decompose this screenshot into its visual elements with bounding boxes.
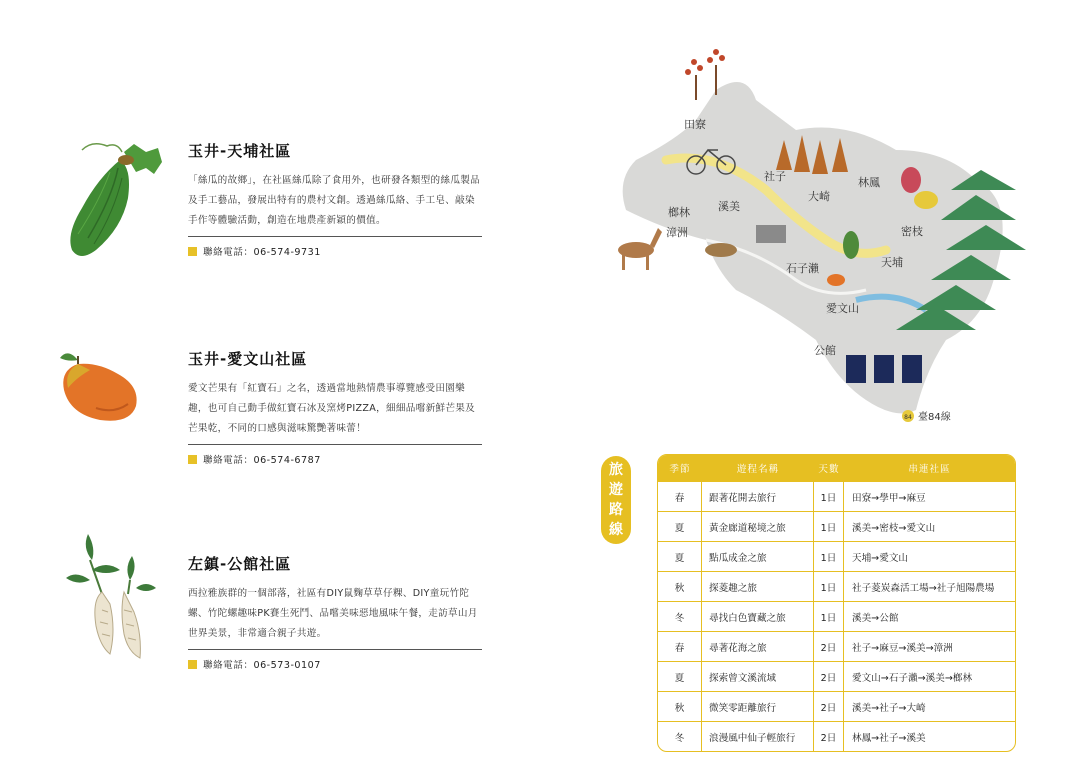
mango-icon (827, 274, 845, 286)
cell-communities: 溪美→公館 (852, 612, 899, 624)
map-label-ximei: 溪美 (718, 200, 740, 213)
cell-itinerary: 探索曾文溪流域 (702, 662, 814, 691)
map-label-gongguan: 公館 (814, 344, 836, 357)
route-badge (601, 456, 631, 544)
divider (188, 444, 482, 445)
loofah-icon (843, 231, 859, 259)
cell-season: 秋 (658, 572, 702, 601)
community-description: 愛文芒果有「紅寶石」之名，透過當地熱情農事導覽感受田園樂趣，也可自己動手做紅寶石冰及窯烤PIZZA，細細品嚐新鮮芒果及芒果乾，不同的口感與滋味驚艷著味蕾！ (188, 383, 476, 434)
map-label-tianliao: 田寮 (684, 118, 706, 131)
cell-communities: 溪美→密枝→愛文山 (852, 522, 936, 534)
community-aiwenshan (188, 348, 482, 466)
cell-days: 2日 (814, 632, 844, 661)
phone-line (188, 244, 482, 258)
divider (188, 649, 482, 650)
cell-communities: 天埔→愛文山 (852, 552, 909, 564)
phone-line (188, 657, 482, 671)
header-days: 天數 (818, 464, 840, 475)
community-tianbu (188, 140, 482, 258)
badge-char: 線 (609, 522, 623, 538)
community-title: 左鎮-公館社區 (188, 555, 292, 573)
badge-char: 遊 (609, 482, 623, 498)
phone-line (188, 452, 482, 466)
cell-itinerary: 探菱趣之旅 (702, 572, 814, 601)
cell-itinerary: 跟著花開去旅行 (702, 482, 814, 511)
cell-days: 2日 (814, 692, 844, 721)
map-label-mizhi: 密枝 (901, 225, 923, 238)
cudweed-plant-illustration (62, 530, 162, 665)
cell-days: 1日 (814, 602, 844, 631)
phone-number: 聯絡電話：06-574-9731 (203, 247, 321, 258)
table-row (658, 631, 1015, 661)
table-row (658, 661, 1015, 691)
cell-season: 春 (658, 632, 702, 661)
cell-communities: 田寮→學甲→麻豆 (852, 492, 926, 504)
cell-season: 冬 (658, 722, 702, 751)
deer-icon (618, 228, 662, 270)
cell-days: 2日 (814, 722, 844, 751)
charcoal-crate-icon (756, 225, 786, 243)
cell-communities: 溪美→社子→大崎 (852, 702, 926, 714)
community-description: 「絲瓜的故鄉」，在社區絲瓜除了食用外，也研發各類型的絲瓜製品及手工藝品，發展出特有的農村文創。透過絲瓜絡、手工皂、敲染手作等體驗活動，創造在地農產新穎的價值。 (188, 175, 481, 226)
cell-communities: 社子菱炭森活工場→社子旭陽農場 (852, 582, 995, 594)
highway-84-icon (902, 410, 914, 422)
cell-days: 1日 (814, 542, 844, 571)
cell-season: 冬 (658, 602, 702, 631)
cell-days: 1日 (814, 572, 844, 601)
cell-itinerary: 微笑零距離旅行 (702, 692, 814, 721)
mango-illustration (56, 348, 146, 428)
community-title: 玉井-愛文山社區 (188, 350, 308, 368)
table-row (658, 571, 1015, 601)
header-communities: 串連社區 (908, 464, 951, 475)
cell-season: 夏 (658, 542, 702, 571)
table-header (658, 455, 1015, 481)
table-row (658, 691, 1015, 721)
square-bullet-icon (188, 247, 197, 256)
banana-icon (914, 191, 938, 209)
map-label-tianbu: 天埔 (881, 256, 903, 269)
cell-itinerary: 尋找白色寶藏之旅 (702, 602, 814, 631)
community-gongguan (188, 553, 482, 671)
cell-communities: 林鳳→社子→溪美 (852, 732, 926, 744)
table-row (658, 511, 1015, 541)
divider (188, 236, 482, 237)
community-description: 西拉雅族群的一個部落，社區有DIY鼠麴草草仔粿、DIY童玩竹陀螺、竹陀螺趣味PK賽生死鬥、品嚐美味惡地風味午餐，走訪草山月世界美景，非常適合親子共遊。 (188, 588, 478, 639)
phone-number: 聯絡電話：06-573-0107 (203, 660, 321, 671)
illustrated-map (596, 40, 1036, 440)
table-row (658, 601, 1015, 631)
svg-text:84: 84 (904, 414, 912, 421)
table-row (658, 721, 1015, 751)
highway-label: 臺84線 (918, 412, 951, 423)
cell-season: 秋 (658, 692, 702, 721)
community-title: 玉井-天埔社區 (188, 142, 292, 160)
cell-days: 2日 (814, 662, 844, 691)
loofah-illustration (62, 138, 172, 263)
map-label-shezi: 社子 (764, 170, 786, 183)
map-label-linfeng: 林鳳 (858, 176, 880, 189)
map-label-daqi: 大崎 (808, 190, 830, 203)
badge-char: 旅 (609, 462, 623, 478)
square-bullet-icon (188, 660, 197, 669)
table-body (658, 481, 1015, 751)
square-bullet-icon (188, 455, 197, 464)
cell-days: 1日 (814, 482, 844, 511)
header-season: 季節 (669, 464, 691, 475)
header-itinerary: 遊程名稱 (736, 464, 780, 475)
basket-icon (705, 243, 737, 257)
cell-season: 夏 (658, 512, 702, 541)
map-label-langlin: 榔林 (668, 206, 690, 219)
cell-communities: 社子→麻豆→溪美→漳洲 (852, 642, 953, 654)
map-label-shizilai: 石子瀨 (786, 262, 819, 275)
cell-itinerary: 黃金廊道秘境之旅 (702, 512, 814, 541)
cell-itinerary: 浪漫風中仙子輕旅行 (702, 722, 814, 751)
cell-itinerary: 點瓜成金之旅 (702, 542, 814, 571)
cell-itinerary: 尋著花海之旅 (702, 632, 814, 661)
people-icon (846, 355, 922, 383)
cell-season: 夏 (658, 662, 702, 691)
map-label-aiwenshan: 愛文山 (826, 302, 859, 315)
table-row (658, 541, 1015, 571)
cell-days: 1日 (814, 512, 844, 541)
badge-char: 路 (609, 502, 623, 518)
table-row (658, 481, 1015, 511)
route-table (657, 454, 1016, 752)
cell-season: 春 (658, 482, 702, 511)
dragonfruit-icon (901, 167, 921, 193)
map-label-zhangzhou: 漳洲 (666, 226, 688, 239)
cell-communities: 愛文山→石子瀨→溪美→榔林 (852, 672, 973, 684)
phone-number: 聯絡電話：06-574-6787 (203, 455, 321, 466)
